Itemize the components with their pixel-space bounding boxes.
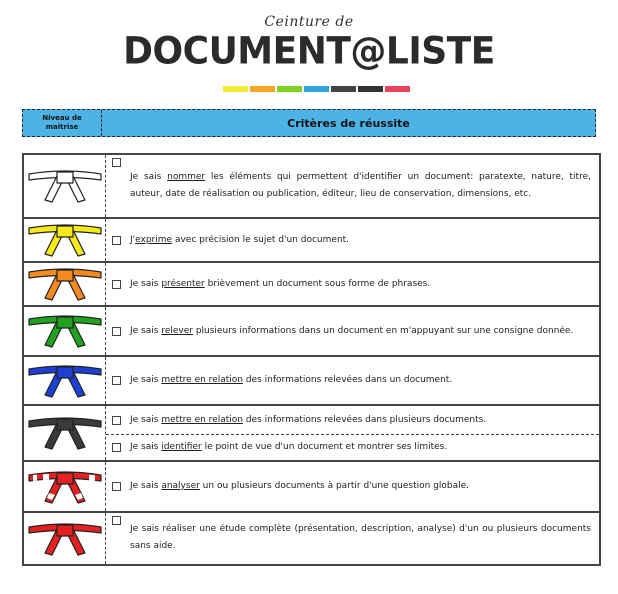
color-strip-segment — [223, 86, 248, 92]
color-strip-segment — [304, 86, 329, 92]
criterion-text: Je sais nommer les éléments qui permettent d'identifier un document: paratexte, nature, titre, auteur, date de réalisation ou publication, éditeur, lieu de conservation, dimensions, etc. — [130, 172, 591, 199]
belt-icon — [27, 467, 103, 507]
table-row — [24, 357, 599, 406]
criterion-keyword: mettre en relation — [161, 414, 243, 425]
color-strip — [223, 86, 412, 92]
criteria-cell — [106, 513, 599, 564]
color-strip-segment — [277, 86, 302, 92]
belt-icon — [27, 361, 103, 401]
belt-icon — [27, 220, 103, 260]
criterion-text: Je sais mettre en relation des informations relevées dans un document. — [130, 375, 453, 385]
belt-icon — [27, 413, 103, 453]
criterion-text: Je sais présenter brièvement un document sous forme de phrases. — [130, 278, 431, 289]
criterion-checkbox[interactable] — [112, 280, 121, 289]
belt-cell — [24, 406, 106, 460]
color-strip-segment — [331, 86, 356, 92]
table-row — [24, 219, 599, 263]
belt-cell — [24, 513, 106, 564]
criterion-text: Je sais identifier le point de vue d'un document et montrer ses limites. — [130, 442, 448, 452]
criteria-cell — [106, 307, 599, 355]
color-strip-segment — [358, 86, 383, 92]
page-subtitle: Ceinture de — [264, 14, 354, 30]
criterion-text: J'exprime avec précision le sujet d'un document. — [130, 234, 350, 245]
criterion-checkbox[interactable] — [112, 376, 121, 385]
criteria-cell — [106, 462, 599, 511]
criterion-keyword: mettre en relation — [161, 375, 243, 385]
criterion — [106, 513, 599, 562]
criterion-text: Je sais mettre en relation des informations relevées dans plusieurs documents. — [130, 414, 487, 425]
belt-cell — [24, 357, 106, 404]
criterion — [106, 307, 599, 355]
criterion — [106, 357, 599, 404]
criteria-cell — [106, 357, 599, 404]
criterion — [106, 406, 599, 435]
belt-cell — [24, 219, 106, 261]
criterion-checkbox[interactable] — [112, 516, 121, 525]
criterion-text: Je sais analyser un ou plusieurs documents à partir d'une question globale. — [130, 481, 470, 491]
criteria-table — [22, 153, 601, 566]
belt-icon — [27, 519, 103, 559]
belt-icon — [27, 264, 103, 304]
criterion-checkbox[interactable] — [112, 416, 121, 425]
criterion-keyword: présenter — [161, 278, 205, 289]
criterion-checkbox[interactable] — [112, 158, 121, 167]
criteria-cell — [106, 263, 599, 305]
table-header — [22, 109, 596, 137]
criterion-keyword: identifier — [161, 442, 202, 452]
criteria-cell — [106, 406, 599, 460]
criteria-cell — [106, 155, 599, 217]
belt-cell — [24, 462, 106, 511]
table-row — [24, 462, 599, 513]
criteria-cell — [106, 219, 599, 261]
page-title: DOCUMENT@LISTE — [123, 29, 495, 73]
criterion-keyword: exprime — [135, 234, 173, 245]
criterion — [106, 219, 599, 261]
table-row — [24, 263, 599, 307]
page-header — [0, 14, 618, 72]
color-strip-segment — [250, 86, 275, 92]
criterion-keyword: nommer — [167, 172, 206, 182]
criterion — [106, 462, 599, 511]
table-row — [24, 307, 599, 357]
color-strip-segment — [385, 86, 410, 92]
belt-cell — [24, 307, 106, 355]
belt-cell — [24, 155, 106, 217]
table-row — [24, 406, 599, 462]
criterion-checkbox[interactable] — [112, 236, 121, 245]
table-row — [24, 155, 599, 219]
criterion-checkbox[interactable] — [112, 443, 121, 452]
criterion — [106, 435, 599, 460]
belt-cell — [24, 263, 106, 305]
column-header-level: Niveau de maitrise — [23, 110, 102, 136]
criterion-text: Je sais réaliser une étude complète (présentation, description, analyse) d'un ou plusieurs documents sans aide. — [130, 523, 591, 551]
criterion-text: Je sais relever plusieurs informations dans un document en m'appuyant sur une consigne donnée. — [130, 325, 574, 336]
belt-icon — [27, 166, 103, 206]
criterion — [106, 155, 599, 217]
belt-icon — [27, 311, 103, 351]
criterion — [106, 263, 599, 305]
criterion-checkbox[interactable] — [112, 482, 121, 491]
criterion-checkbox[interactable] — [112, 327, 121, 336]
table-row — [24, 513, 599, 564]
criterion-keyword: relever — [161, 325, 193, 336]
criterion-keyword: analyser — [161, 481, 200, 491]
column-header-criteria: Critères de réussite — [287, 116, 410, 130]
